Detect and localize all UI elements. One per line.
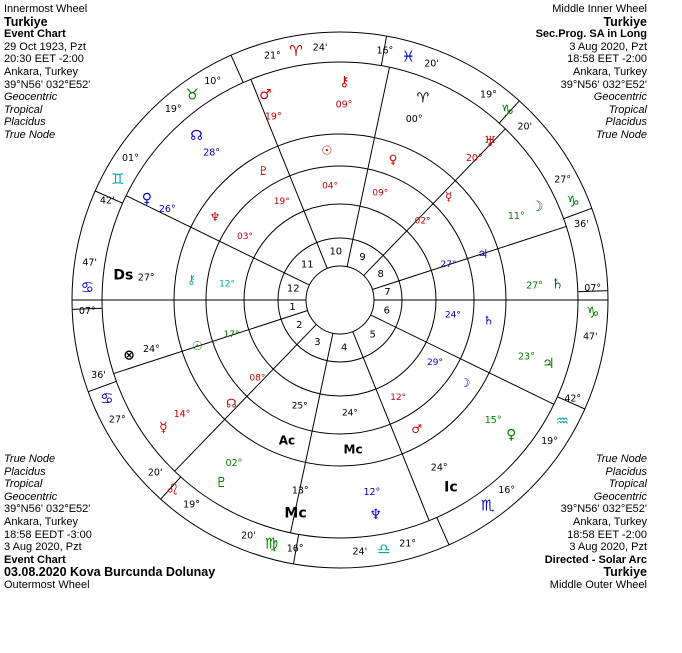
planet-degree: 28° xyxy=(203,147,221,159)
planet-degree: 19° xyxy=(273,196,290,207)
planet-degree: 12° xyxy=(363,486,381,498)
planet-glyph: ☽ xyxy=(530,198,544,215)
planet-degree: 27° xyxy=(526,280,543,292)
planet-glyph: ♃ xyxy=(477,247,489,262)
cusp-minute: 01° xyxy=(122,152,139,164)
cusp-minute: 24' xyxy=(312,42,328,54)
planet-glyph: ☊ xyxy=(190,127,203,144)
cusp-degree: 27° xyxy=(108,414,126,426)
planet-glyph: ♀ xyxy=(506,426,517,443)
chart-type: Event Chart xyxy=(4,553,66,566)
chart-place: Ankara, Turkey xyxy=(4,515,78,528)
cusp-minute: 19° xyxy=(541,436,558,448)
option-tropical: Tropical xyxy=(4,103,43,116)
planet-glyph: Mc xyxy=(343,442,363,457)
outer-cusp-line xyxy=(231,55,243,82)
cusp-minute: 20' xyxy=(424,58,439,70)
cusp-degree: 21° xyxy=(399,538,417,550)
option-geocentric: Geocentric xyxy=(4,490,58,503)
sign-glyph: ♑ xyxy=(566,192,580,211)
planet-glyph: ☿ xyxy=(444,189,453,204)
cusp-minute: 36' xyxy=(574,219,589,231)
option-geocentric: Geocentric xyxy=(593,91,647,104)
house-number: 10 xyxy=(329,246,343,258)
chart-date: 29 Oct 1923, Pzt xyxy=(4,40,86,53)
chart-type: Sec.Prog. SA in Long xyxy=(535,28,647,41)
sign-glyph: ♍ xyxy=(264,534,279,553)
chart-coords: 39°N56' 032°E52' xyxy=(560,503,647,516)
cusp-minute: 36' xyxy=(91,369,106,381)
planet-glyph: Mc xyxy=(284,505,307,522)
sign-glyph: ♉ xyxy=(185,85,200,104)
chart-name: Turkiye xyxy=(603,565,647,580)
house-number: 7 xyxy=(384,286,391,298)
planet-glyph: ☊ xyxy=(225,396,237,411)
sign-glyph: ♊ xyxy=(111,170,125,189)
chart-place: Ankara, Turkey xyxy=(573,515,647,528)
planet-degree: 11° xyxy=(507,211,525,223)
cusp-minute: 20' xyxy=(147,467,163,479)
cusp-minute: 47' xyxy=(582,331,598,343)
planet-degree: 08° xyxy=(249,373,266,384)
planet-glyph: ♂ xyxy=(259,87,272,104)
cusp-degree: 19° xyxy=(164,104,182,116)
planet-glyph: ♆ xyxy=(209,210,221,225)
house-number: 5 xyxy=(369,329,376,341)
cusp-degree: 07° xyxy=(78,306,96,318)
chart-time: 18:58 EET -2:00 xyxy=(567,528,647,541)
planet-degree: 24° xyxy=(444,310,461,321)
planet-glyph: ☉ xyxy=(321,143,333,158)
cusp-minute: 20' xyxy=(241,530,256,542)
sign-glyph: ♎ xyxy=(377,540,391,559)
house-number: 12 xyxy=(286,283,300,295)
planet-glyph: Ic xyxy=(444,479,458,496)
planet-degree: 24° xyxy=(142,344,160,356)
wheel-label: Outermost Wheel xyxy=(4,578,90,591)
cusp-degree: 42° xyxy=(564,393,582,405)
option-true-node: True Node xyxy=(595,128,647,141)
wheel-label: Innermost Wheel xyxy=(4,3,88,15)
cusp-degree: 21° xyxy=(263,50,281,62)
sign-glyph: ♑ xyxy=(585,303,600,322)
chart-place: Ankara, Turkey xyxy=(4,65,78,78)
cusp-degree: 19° xyxy=(480,89,497,101)
planet-degree: 13° xyxy=(291,485,309,497)
planet-degree: 00° xyxy=(405,114,423,126)
planet-glyph: Ds xyxy=(113,267,134,284)
chart-date: 3 Aug 2020, Pzt xyxy=(569,40,647,53)
chart-time: 18:58 EEDT -3:00 xyxy=(4,528,92,541)
house-number: 3 xyxy=(314,336,321,348)
sign-glyph: ♋ xyxy=(100,389,114,408)
planet-glyph: ⊗ xyxy=(123,347,136,364)
cusp-degree: 07° xyxy=(584,282,602,294)
option-tropical: Tropical xyxy=(4,478,43,491)
center-hub xyxy=(306,266,374,334)
chart-name: Turkiye xyxy=(603,14,647,29)
planet-glyph: ♇ xyxy=(258,164,269,179)
planet-degree: 12° xyxy=(219,279,236,290)
house-number: 8 xyxy=(377,269,384,281)
cusp-minute: 10° xyxy=(204,75,222,87)
planet-degree: 04° xyxy=(322,181,339,192)
planet-glyph: ♈ xyxy=(416,90,430,107)
cusp-minute: 47' xyxy=(82,257,98,269)
chart-time: 20:30 EET -2:00 xyxy=(4,53,84,66)
outer-cusp-line xyxy=(437,517,449,544)
chart-name: 03.08.2020 Kova Burcunda Dolunay xyxy=(4,565,216,580)
cusp-degree: 16° xyxy=(376,45,394,57)
planet-degree: 19° xyxy=(264,111,282,123)
chart-name: Turkiye xyxy=(4,14,48,29)
planet-glyph: ♄ xyxy=(551,276,564,293)
planet-glyph: ♆ xyxy=(369,507,382,524)
planet-degree: 29° xyxy=(427,358,443,369)
sign-glyph: ♑ xyxy=(500,101,515,120)
cusp-degree: 19° xyxy=(183,499,200,511)
planet-glyph: ♂ xyxy=(411,421,422,436)
option-true-node: True Node xyxy=(4,128,56,141)
planet-degree: 12° xyxy=(390,393,407,404)
option-tropical: Tropical xyxy=(608,103,647,116)
option-placidus: Placidus xyxy=(4,465,46,478)
house-cusp-lines xyxy=(72,36,608,564)
house-number: 2 xyxy=(296,319,303,331)
cusp-degree: 27° xyxy=(554,174,572,186)
sign-glyph: ♈ xyxy=(289,41,303,60)
wheel-label: Middle Outer Wheel xyxy=(549,578,647,591)
cusp-degree: 16° xyxy=(498,484,516,496)
planet-degree: 27° xyxy=(137,272,155,284)
planet-degree: 15° xyxy=(484,415,502,427)
option-geocentric: Geocentric xyxy=(4,91,58,104)
chart-time: 18:58 EET -2:00 xyxy=(567,53,647,66)
house-number: 4 xyxy=(340,342,348,354)
planet-degree: 26° xyxy=(158,204,176,216)
cusp-minute: 20' xyxy=(517,121,533,133)
planet-degree: 03° xyxy=(237,231,253,242)
planet-glyph: Ac xyxy=(278,433,296,448)
cusp-degree: 42' xyxy=(99,195,115,207)
planet-glyph: ☉ xyxy=(191,338,203,353)
cusp-minute: 24' xyxy=(352,546,368,558)
planet-glyph: ♃ xyxy=(542,355,555,372)
house-number: 6 xyxy=(383,305,390,317)
chart-date: 3 Aug 2020, Pzt xyxy=(569,541,647,554)
house-number: 11 xyxy=(300,259,314,271)
option-true-node: True Node xyxy=(595,453,647,465)
house-number: 1 xyxy=(289,302,296,314)
outer-planet-glyphs xyxy=(113,74,563,523)
planet-glyph: ♅ xyxy=(483,133,497,150)
planet-degree: 14° xyxy=(173,408,191,420)
planet-degree: 24° xyxy=(341,408,358,419)
chart-date: 3 Aug 2020, Pzt xyxy=(4,541,82,554)
chart-place: Ankara, Turkey xyxy=(573,65,647,78)
sign-glyph: ♌ xyxy=(165,480,180,499)
option-placidus: Placidus xyxy=(605,116,647,129)
planet-glyph: ♄ xyxy=(483,313,494,328)
planet-degree: 17° xyxy=(223,329,240,340)
sign-glyph: ♏ xyxy=(480,496,495,515)
planet-glyph: ☿ xyxy=(159,419,168,436)
planet-glyph: ♀ xyxy=(388,152,398,167)
planet-glyph: ☽ xyxy=(459,375,471,390)
planet-degree: 24° xyxy=(430,462,448,474)
planet-degree: 27° xyxy=(440,260,457,271)
planet-glyph: ⚷ xyxy=(187,272,196,287)
chart-type: Event Chart xyxy=(4,28,66,41)
cusp-degree: 16° xyxy=(286,543,304,555)
chart-coords: 39°N56' 032°E52' xyxy=(4,78,91,91)
sign-glyph: ♋ xyxy=(80,278,95,297)
chart-coords: 39°N56' 032°E52' xyxy=(4,503,91,516)
planet-degree: 02° xyxy=(414,216,431,227)
house-number: 9 xyxy=(359,252,366,264)
wheel-label: Middle Inner Wheel xyxy=(552,3,647,15)
option-placidus: Placidus xyxy=(605,465,647,478)
planet-glyph: ♇ xyxy=(215,474,228,491)
option-geocentric: Geocentric xyxy=(593,490,647,503)
planet-glyph: ⚷ xyxy=(339,74,350,91)
option-placidus: Placidus xyxy=(4,116,46,129)
planet-degree: 25° xyxy=(291,401,308,412)
option-tropical: Tropical xyxy=(608,478,647,491)
option-true-node: True Node xyxy=(4,453,56,465)
planet-degree: 23° xyxy=(517,351,535,363)
sign-glyph: ♓ xyxy=(401,47,416,66)
planet-degree: 20° xyxy=(465,153,483,165)
planet-glyph: ♀ xyxy=(141,190,153,207)
planet-degree: 09° xyxy=(335,99,353,111)
chart-type: Directed - Solar Arc xyxy=(544,553,647,566)
sign-glyph: ♒ xyxy=(555,411,569,430)
planet-degree: 02° xyxy=(225,458,243,470)
planet-degree: 09° xyxy=(372,188,389,199)
chart-coords: 39°N56' 032°E52' xyxy=(560,78,647,91)
